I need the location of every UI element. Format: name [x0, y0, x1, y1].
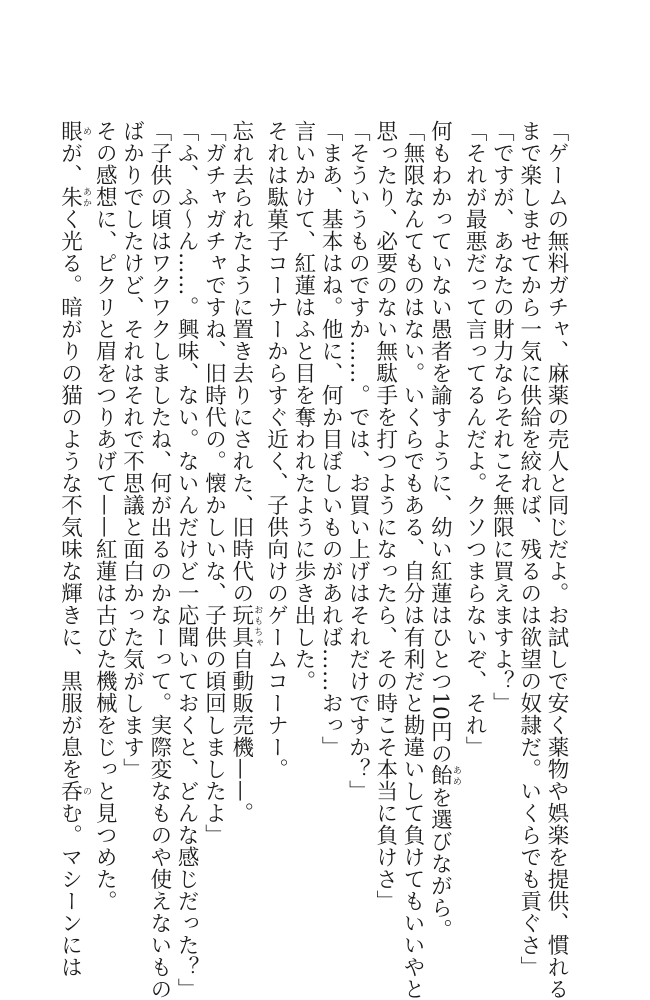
text-segment: を選びながら。	[427, 786, 453, 941]
text-line	[56, 120, 91, 978]
text-line: 「まあ、基本はね。他に、何か目ぼしいものがあれば……おっ」	[318, 120, 344, 758]
text-segment: く光る。暗がりの猫のような不気味な輝きに、黒服が息を	[57, 208, 83, 780]
vertical-text-body	[57, 120, 570, 1000]
ruby-base: 朱	[57, 186, 83, 208]
ruby-word	[57, 120, 91, 142]
text-line: 「ですが、あなたの財力ならそれこそ無限に買えますよ？」	[489, 120, 515, 714]
text-segment: 忘れ去られたように置き去りにされた、旧時代の	[228, 120, 254, 604]
text-line: 「ふ、ふ〜ん……。興味、ない。ないんだけど一応聞いておくと、どんな感じだった？」	[174, 120, 200, 1000]
ruby-base: 眼	[57, 120, 83, 142]
text-line: まで楽しませてから一気に供給を絞れば、残るのは欲望の奴隷だ。いくらでも貢ぐさ」	[516, 120, 542, 978]
text-segment: が、	[57, 142, 83, 186]
text-line: 「ガチャガチャですね、旧時代の。懐かしいな、子供の頃回しましたよ」	[201, 120, 227, 846]
ruby-reading: あめ	[450, 764, 461, 787]
ruby-word	[228, 604, 263, 648]
ruby-reading: の	[80, 780, 91, 802]
text-segment: 自動販売機——。	[228, 648, 254, 824]
ruby-base: 玩具	[228, 604, 254, 648]
ruby-reading: おもちゃ	[252, 604, 263, 648]
text-line: 「子供の頃はワクワクしましたね、何が出るのかなーって。実際変なものや使えないもの	[146, 120, 172, 1000]
text-line: 思ったり、必要のない無駄手を打つようになったら、その時こそ本当に負けさ」	[372, 120, 398, 912]
text-line: 「そういうものですか……。では、お買い上げはそれだけですか？」	[345, 120, 371, 802]
text-line: 「それが最悪だって言ってるんだよ。クソつまらないぞ、それ」	[462, 120, 488, 758]
text-line: ばかりでしたけど、それはそれで不思議と面白かった気がします」	[119, 120, 145, 780]
ruby-reading: あか	[80, 186, 91, 208]
text-line: その感想に、ピクリと眉をつりあげて——紅蓮は古びた機械をじっと見つめた。	[92, 120, 118, 912]
ruby-reading: め	[80, 120, 91, 142]
ruby-base: 飴	[427, 764, 453, 787]
text-line	[426, 120, 461, 941]
text-line: 言いかけて、紅蓮はふと目を奪われたように歩き出した。	[290, 120, 316, 692]
text-segment: 何もわかっていない愚者を諭すように、幼い紅蓮はひとつ10円の	[427, 120, 453, 765]
text-line: それは駄菓子コーナーからすぐ近く、子供向けのゲームコーナー。	[263, 120, 289, 780]
ruby-base: 呑	[57, 780, 83, 802]
text-line: 「無限なんてものはない。いくらでもある、自分は有利だと勘違いして負けてもいいやと	[400, 120, 426, 1000]
ruby-word	[57, 186, 91, 208]
ruby-word	[427, 764, 461, 787]
text-segment: む。マシーンには	[57, 802, 83, 978]
text-line	[227, 120, 262, 840]
text-line: 「ゲームの無料ガチャ、麻薬の売人と同じだよ。お試しで安く薬物や娯楽を提供、慣れる	[544, 120, 569, 1000]
ruby-word	[57, 780, 91, 802]
